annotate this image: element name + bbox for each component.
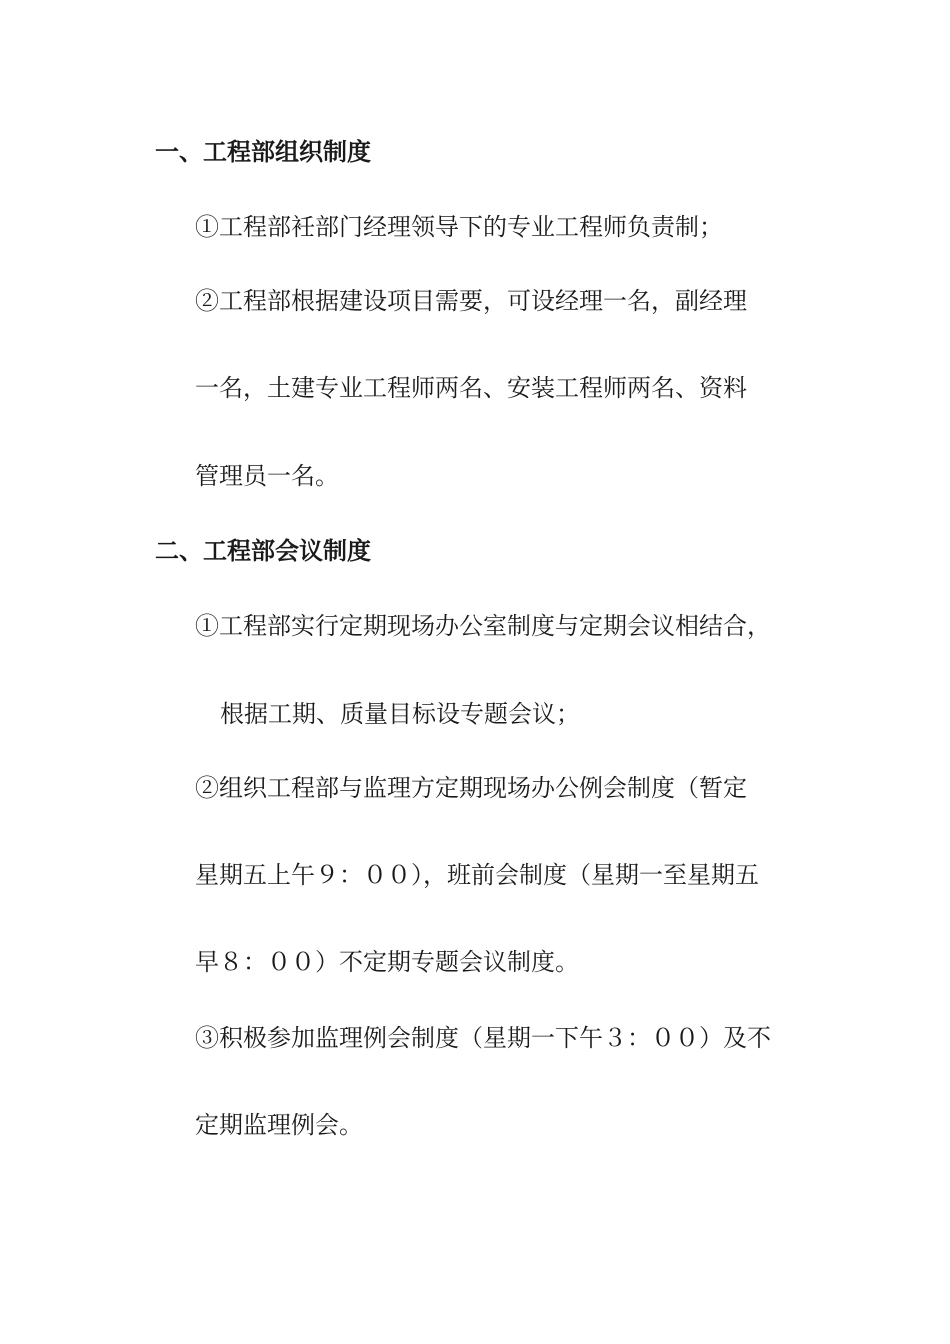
paragraph-line: ①工程部衽部门经理领导下的专业工程师负责制；: [195, 213, 723, 241]
paragraph-line: ③积极参加监理例会制度（星期一下午３：００）及不: [195, 1024, 771, 1052]
paragraph-line: ①工程部实行定期现场办公室制度与定期会议相结合，: [195, 612, 771, 640]
paragraph-line: 根据工期、质量目标设专题会议；: [220, 700, 580, 728]
paragraph-line: 定期监理例会。: [195, 1111, 363, 1139]
paragraph-line: 星期五上午９：００），班前会制度（星期一至星期五: [195, 861, 759, 889]
paragraph-line: 管理员一名。: [195, 462, 339, 490]
paragraph-line: ②组织工程部与监理方定期现场办公例会制度（暂定: [195, 774, 747, 802]
section-heading-organization: 一、工程部组织制度: [155, 138, 371, 166]
paragraph-line: 一名，土建专业工程师两名、安装工程师两名、资料: [195, 374, 747, 402]
paragraph-line: ②工程部根据建设项目需要，可设经理一名，副经理: [195, 287, 747, 315]
section-heading-meetings: 二、工程部会议制度: [155, 537, 371, 565]
paragraph-line: 早８：００）不定期专题会议制度。: [195, 948, 579, 976]
